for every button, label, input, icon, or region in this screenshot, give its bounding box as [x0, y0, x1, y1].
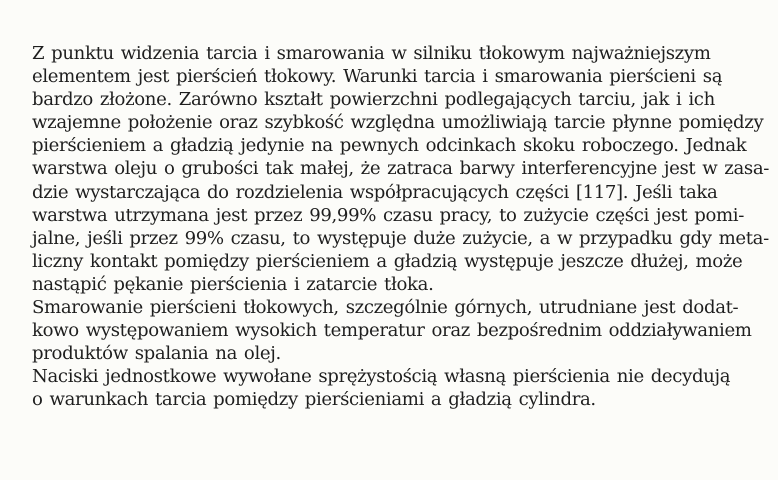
text-line-13: kowo występowaniem wysokich temperatur oraz bezpośrednim oddziaływaniem	[32, 320, 752, 342]
text-line-7: dzie wystarczająca do rozdzielenia współpracujących części [117]. Jeśli taka	[32, 181, 718, 203]
text-line-2: elementem jest pierścień tłokowy. Warunki tarcia i smarowania pierścieni są	[32, 66, 723, 88]
text-line-3: bardzo złożone. Zarówno kształt powierzchni podlegających tarciu, jak i ich	[32, 89, 715, 111]
text-line-12: Smarowanie pierścieni tłokowych, szczególnie górnych, utrudniane jest dodat-	[32, 297, 739, 319]
text-line-8: warstwa utrzymana jest przez 99,99% czasu pracy, to zużycie części jest pomi-	[32, 204, 744, 226]
text-line-11: nastąpić pękanie pierścienia i zatarcie tłoka.	[32, 273, 434, 295]
text-line-6: warstwa oleju o grubości tak małej, że zatraca barwy interferencyjne jest w zasa-	[32, 158, 770, 180]
text-line-9: jalne, jeśli przez 99% czasu, to występuje duże zużycie, a w przypadku gdy meta-	[32, 227, 769, 249]
text-line-1: Z punktu widzenia tarcia i smarowania w silniku tłokowym najważniejszym	[32, 43, 711, 64]
text-line-15: Naciski jednostkowe wywołane sprężystością własną pierścienia nie decydują	[32, 366, 731, 388]
body-text	[32, 42, 770, 412]
text-line-14: produktów spalania na olej.	[32, 343, 281, 365]
text-line-16: o warunkach tarcia pomiędzy pierścieniami a gładzią cylindra.	[32, 389, 596, 411]
text-line-4: wzajemne położenie oraz szybkość względna umożliwiają tarcie płynne pomiędzy	[32, 112, 764, 134]
text-line-10: liczny kontakt pomiędzy pierścieniem a gładzią występuje jeszcze dłużej, może	[32, 250, 743, 272]
text-line-5: pierścieniem a gładzią jedynie na pewnych odcinkach skoku roboczego. Jednak	[32, 135, 747, 157]
